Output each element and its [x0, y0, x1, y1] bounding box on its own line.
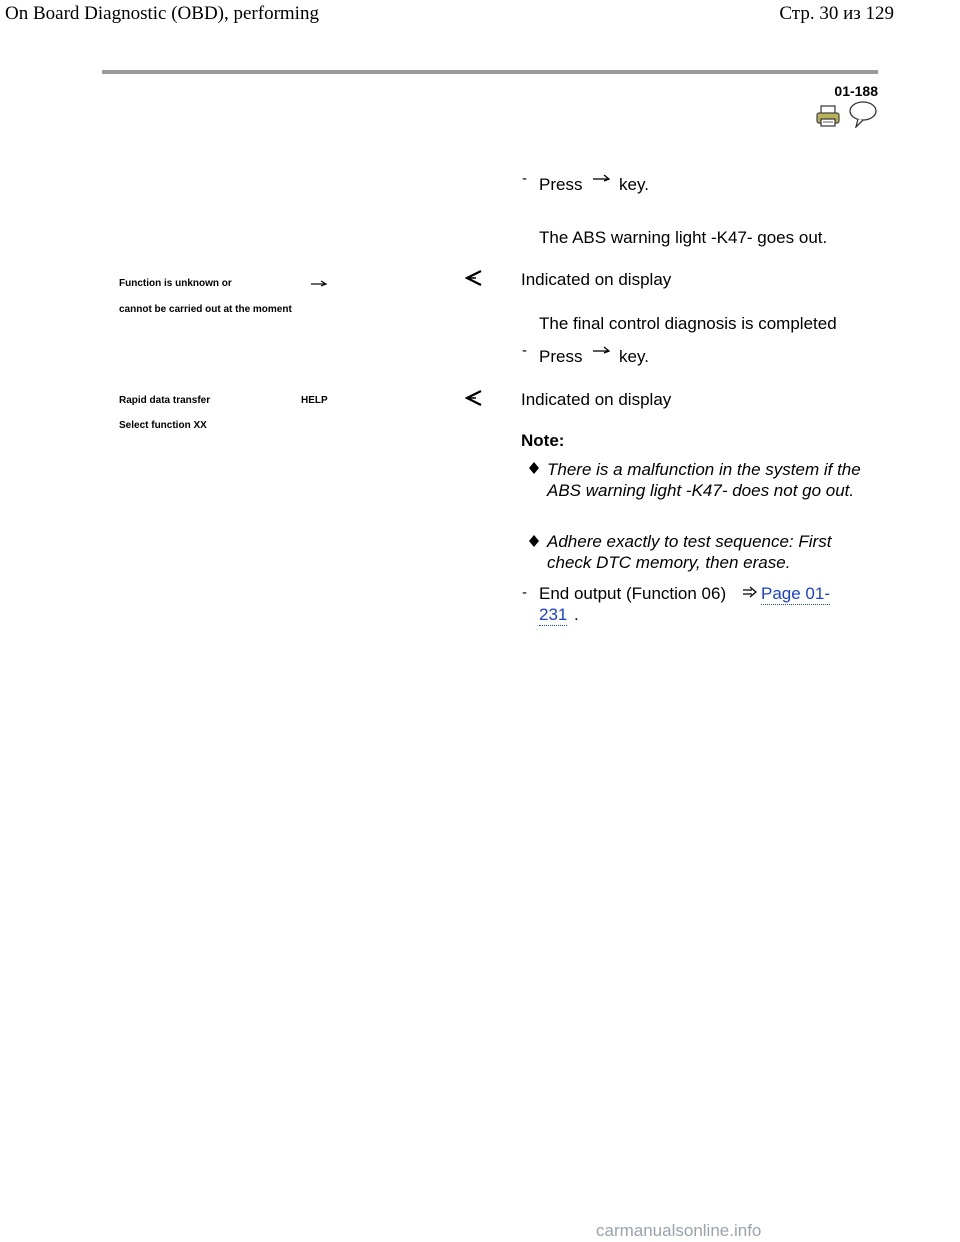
watermark: carmanualsonline.info	[596, 1221, 762, 1240]
page-number: 01-188	[834, 83, 878, 99]
display2-indicated: Indicated on display	[521, 390, 672, 409]
page-link-continued[interactable]: 231	[539, 605, 568, 624]
pointer-left-icon	[465, 270, 483, 286]
display2-line1-right: HELP	[301, 395, 328, 406]
note-bullet: There is a malfunction in the system if the ABS warning light -K47- does not go out.	[547, 460, 861, 500]
diamond-bullet-icon	[529, 535, 539, 547]
step-dash: -	[522, 342, 527, 359]
step-dash: -	[522, 170, 527, 187]
arrow-right-icon	[592, 344, 612, 356]
page-counter: Стр. 30 из 129	[779, 3, 894, 24]
display2-line1-left: Rapid data transfer	[119, 395, 211, 406]
display1-completed: The final control diagnosis is completed	[539, 314, 837, 333]
display1-line1: Function is unknown or	[119, 278, 232, 289]
document-title: On Board Diagnostic (OBD), performing	[5, 3, 319, 24]
press-label: Press	[539, 175, 583, 194]
note-heading: Note:	[521, 431, 565, 450]
display1-line2: cannot be carried out at the moment	[119, 304, 292, 315]
page-link[interactable]: Page 01-	[761, 584, 830, 603]
printer-icon[interactable]	[815, 104, 841, 128]
key-label: key.	[619, 347, 649, 366]
display2-line2: Select function XX	[119, 420, 207, 431]
press-label: Press	[539, 347, 583, 366]
diamond-bullet-icon	[529, 462, 539, 474]
key-label: key.	[619, 175, 649, 194]
double-arrow-icon	[742, 585, 758, 599]
display-arrow-icon	[310, 278, 328, 288]
step1-result: The ABS warning light -K47- goes out.	[539, 228, 828, 247]
step-dash: -	[522, 584, 527, 601]
note-bullet: Adhere exactly to test sequence: First check DTC memory, then erase.	[547, 532, 832, 572]
end-output-text: End output (Function 06)	[539, 584, 727, 603]
arrow-right-icon	[592, 172, 612, 184]
display1-indicated: Indicated on display	[521, 270, 672, 289]
pointer-left-icon	[465, 390, 483, 406]
end-output-suffix: .	[574, 605, 579, 624]
speech-bubble-icon[interactable]	[848, 100, 878, 128]
header-rule	[102, 70, 878, 74]
